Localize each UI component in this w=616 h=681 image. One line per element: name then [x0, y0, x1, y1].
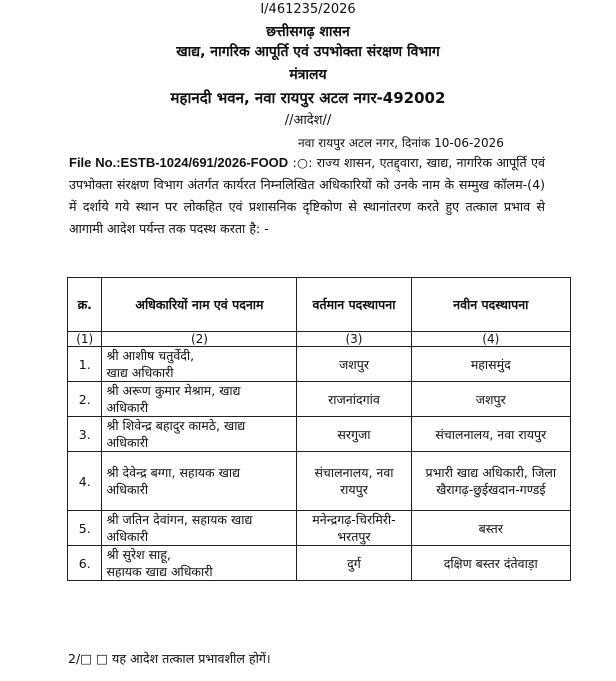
table-row [68, 546, 571, 581]
officer-designation: अधिकारी [106, 529, 149, 544]
current-posting: मनेन्द्रगढ़-चिरमिरी-भरतपुर [297, 511, 411, 546]
government-title: छत्तीसगढ़ शासन [266, 24, 350, 40]
officer-name: श्री सुरेश साहू, [106, 547, 171, 562]
new-posting: दक्षिण बस्तर दंतेवाड़ा [411, 546, 570, 581]
table-row [68, 511, 571, 546]
new-posting: जशपुर [411, 382, 570, 417]
officer-cell [102, 511, 297, 546]
date-line: नवा रायपुर अटल नगर, दिनांक 10-06-2026 [298, 136, 504, 150]
officer-designation: अधिकारी [106, 400, 149, 415]
reference-number: I/461235/2026 [260, 2, 356, 17]
new-posting: बस्तर [411, 511, 570, 546]
officer-cell [102, 382, 297, 417]
row-sn: 5. [68, 511, 102, 546]
row-sn: 3. [68, 417, 102, 452]
table-row [68, 452, 571, 511]
row-sn: 1. [68, 347, 102, 382]
table-row [68, 382, 571, 417]
col-number: (4) [411, 332, 570, 347]
office-address: महानदी भवन, नवा रायपुर अटल नगर-492002 [170, 89, 446, 107]
table-header-row [68, 278, 571, 332]
department-title: खाद्य, नागरिक आपूर्ति एवं उपभोक्ता संरक्षण विभाग [176, 44, 440, 60]
transfer-table [67, 277, 571, 581]
header-current-posting: वर्तमान पदस्थापना [297, 278, 411, 332]
officer-name: श्री आशीष चतुर्वेदी, [106, 348, 195, 363]
current-posting: सरगुजा [297, 417, 411, 452]
officer-designation: अधिकारी [106, 482, 149, 497]
new-posting: महासमुंद [411, 347, 570, 382]
col-number: (1) [68, 332, 102, 347]
header-sn: क्र. [68, 278, 102, 332]
officer-name: श्री देवेन्द्र बग्गा, सहायक खाद्य [106, 465, 240, 480]
current-posting: दुर्ग [297, 546, 411, 581]
officer-designation: खाद्य अधिकारी [106, 365, 174, 380]
officer-designation: सहायक खाद्य अधिकारी [106, 564, 213, 579]
row-sn: 2. [68, 382, 102, 417]
table-row [68, 417, 571, 452]
officer-name: श्री शिवेन्द्र बहादुर कामठे, खाद्य [106, 418, 246, 433]
officer-name: श्री जतिन देवांगन, सहायक खाद्य [106, 512, 253, 527]
order-body [69, 152, 545, 240]
column-number-row [68, 332, 571, 347]
col-number: (3) [297, 332, 411, 347]
officer-cell [102, 347, 297, 382]
officer-name: श्री अरूण कुमार मेश्राम, खाद्य [106, 383, 241, 398]
row-sn: 6. [68, 546, 102, 581]
order-label: //आदेश// [284, 113, 332, 128]
col-number: (2) [102, 332, 297, 347]
header-new-posting: नवीन पदस्थापना [411, 278, 570, 332]
current-posting: जशपुर [297, 347, 411, 382]
footer-line: 2/□ □ यह आदेश तत्काल प्रभावशील होगें। [68, 651, 271, 666]
officer-cell [102, 452, 297, 511]
officer-designation: अधिकारी [106, 435, 149, 450]
officer-cell [102, 546, 297, 581]
row-sn: 4. [68, 452, 102, 511]
new-posting: संचालनालय, नवा रायपुर [411, 417, 570, 452]
file-number: File No.:ESTB-1024/691/2026-FOOD [69, 155, 289, 170]
current-posting: संचालनालय, नवा रायपुर [297, 452, 411, 511]
officer-cell [102, 417, 297, 452]
table-row [68, 347, 571, 382]
ministry-title: मंत्रालय [289, 67, 327, 83]
new-posting: प्रभारी खाद्य अधिकारी, जिला खैरागढ़-छुईखदान-गण्डई [411, 452, 570, 511]
order-body-text: :○: राज्य शासन, एतद्द्वारा, खाद्य, नागरिक आपूर्ति एवं उपभोक्ता संरक्षण विभाग अंतर्गत कार्यरत निम्नलिखित अधिकारियों को उनके नाम के सम्मुख कॉलम-(4) में दर्शाये गये स्थान पर लोकहित एवं प्रशासनिक दृष्टिकोण से स्थानांतरण करते हुए तत्काल प्रभाव से आगामी आदेश पर्यन्त तक पदस्थ करता है: - [69, 155, 545, 236]
current-posting: राजनांदगांव [297, 382, 411, 417]
header-officer: अधिकारियों नाम एवं पदनाम [102, 278, 297, 332]
